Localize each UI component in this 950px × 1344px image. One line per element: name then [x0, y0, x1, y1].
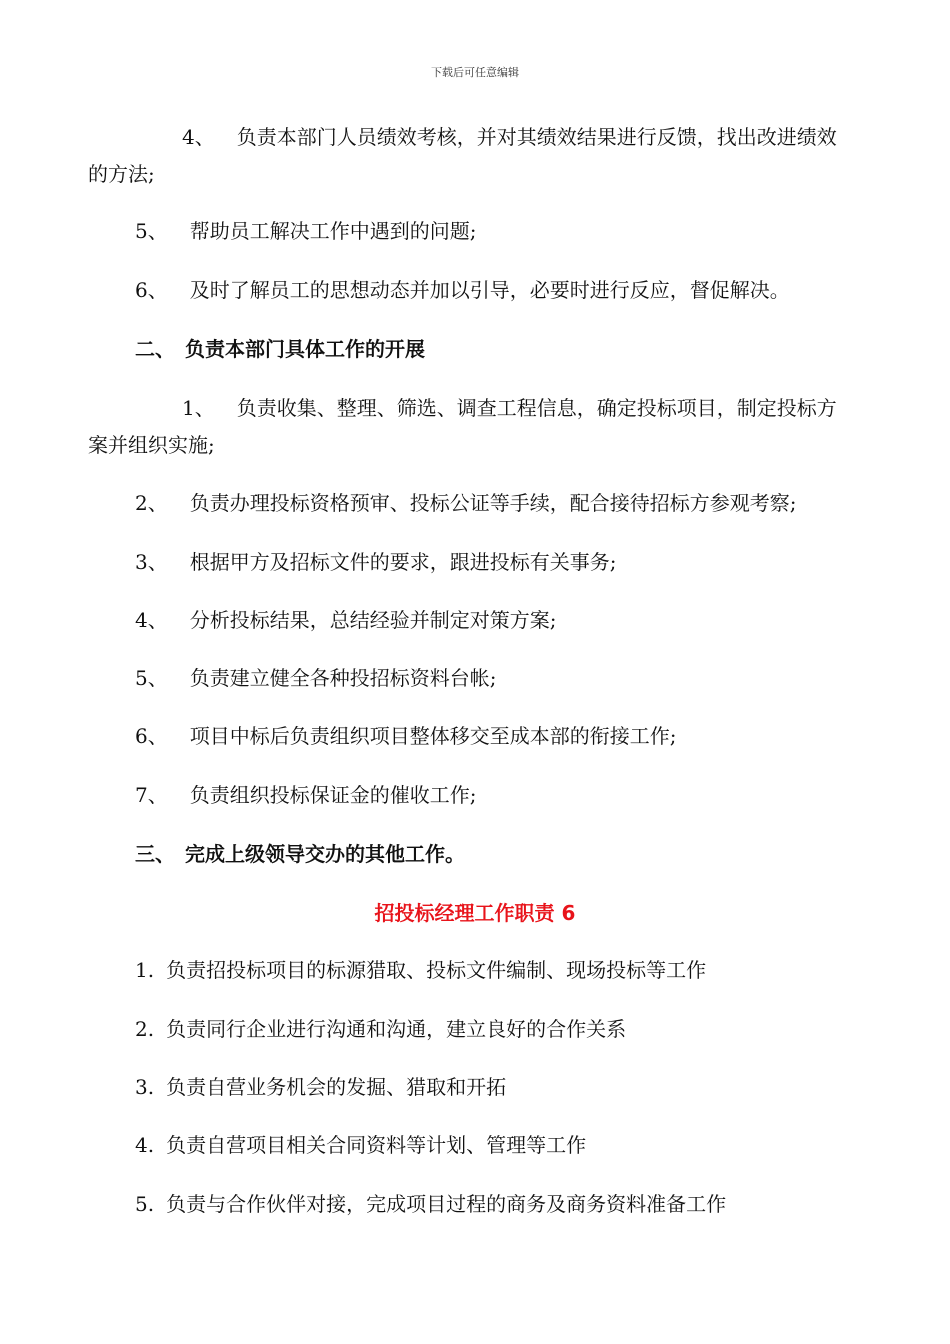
list-item [135, 213, 476, 250]
item-number: 4. [135, 1133, 155, 1157]
item-number: 1、 [182, 396, 215, 420]
list-item [135, 1186, 726, 1223]
item-text: 负责组织投标保证金的催收工作; [189, 783, 477, 807]
item-number: 6、 [135, 724, 168, 748]
list-item [135, 718, 676, 755]
list-item-continuation: 的方法; [88, 162, 155, 186]
document-title: 招投标经理工作职责 6 [374, 901, 576, 925]
list-item [135, 952, 706, 989]
item-text: 负责本部门人员绩效考核，并对其绩效结果进行反馈，找出改进绩效 [236, 125, 837, 149]
list-item [135, 485, 796, 522]
item-number: 3. [135, 1075, 155, 1099]
section-heading: 二、 负责本部门具体工作的开展 [135, 337, 425, 361]
item-number: 5、 [135, 666, 168, 690]
list-item [135, 544, 616, 581]
list-item [135, 1127, 586, 1164]
item-text: 分析投标结果，总结经验并制定对策方案; [189, 608, 557, 632]
item-text: 根据甲方及招标文件的要求，跟进投标有关事务; [189, 550, 617, 574]
item-text: 负责招投标项目的标源猎取、投标文件编制、现场投标等工作 [166, 958, 707, 982]
item-text: 及时了解员工的思想动态并加以引导，必要时进行反应，督促解决。 [189, 278, 790, 302]
item-text: 帮助员工解决工作中遇到的问题; [189, 219, 477, 243]
page-header: 下载后可任意编辑 [431, 66, 519, 79]
list-item [88, 390, 858, 427]
list-item-continuation: 案并组织实施; [88, 433, 215, 457]
section-heading: 三、 完成上级领导交办的其他工作。 [135, 842, 465, 866]
list-item [135, 602, 556, 639]
item-text: 负责办理投标资格预审、投标公证等手续，配合接待招标方参观考察; [189, 491, 797, 515]
item-text: 负责建立健全各种投招标资料台帐; [189, 666, 497, 690]
item-text: 负责自营项目相关合同资料等计划、管理等工作 [166, 1133, 587, 1157]
item-text: 负责收集、整理、筛选、调查工程信息，确定投标项目，制定投标方 [236, 396, 837, 420]
list-item [135, 1069, 506, 1106]
list-item [88, 119, 858, 156]
item-number: 4、 [182, 125, 215, 149]
list-item [135, 272, 790, 309]
item-number: 6、 [135, 278, 168, 302]
item-number: 5. [135, 1192, 155, 1216]
item-number: 7、 [135, 783, 168, 807]
item-number: 2. [135, 1017, 155, 1041]
item-number: 4、 [135, 608, 168, 632]
item-number: 3、 [135, 550, 168, 574]
item-number: 5、 [135, 219, 168, 243]
item-number: 2、 [135, 491, 168, 515]
item-text: 项目中标后负责组织项目整体移交至成本部的衔接工作; [189, 724, 677, 748]
item-text: 负责同行企业进行沟通和沟通，建立良好的合作关系 [166, 1017, 627, 1041]
list-item [135, 1011, 626, 1048]
item-text: 负责与合作伙伴对接，完成项目过程的商务及商务资料准备工作 [166, 1192, 727, 1216]
list-item [135, 777, 476, 814]
item-text: 负责自营业务机会的发掘、猎取和开拓 [166, 1075, 507, 1099]
list-item [135, 660, 496, 697]
item-number: 1. [135, 958, 155, 982]
